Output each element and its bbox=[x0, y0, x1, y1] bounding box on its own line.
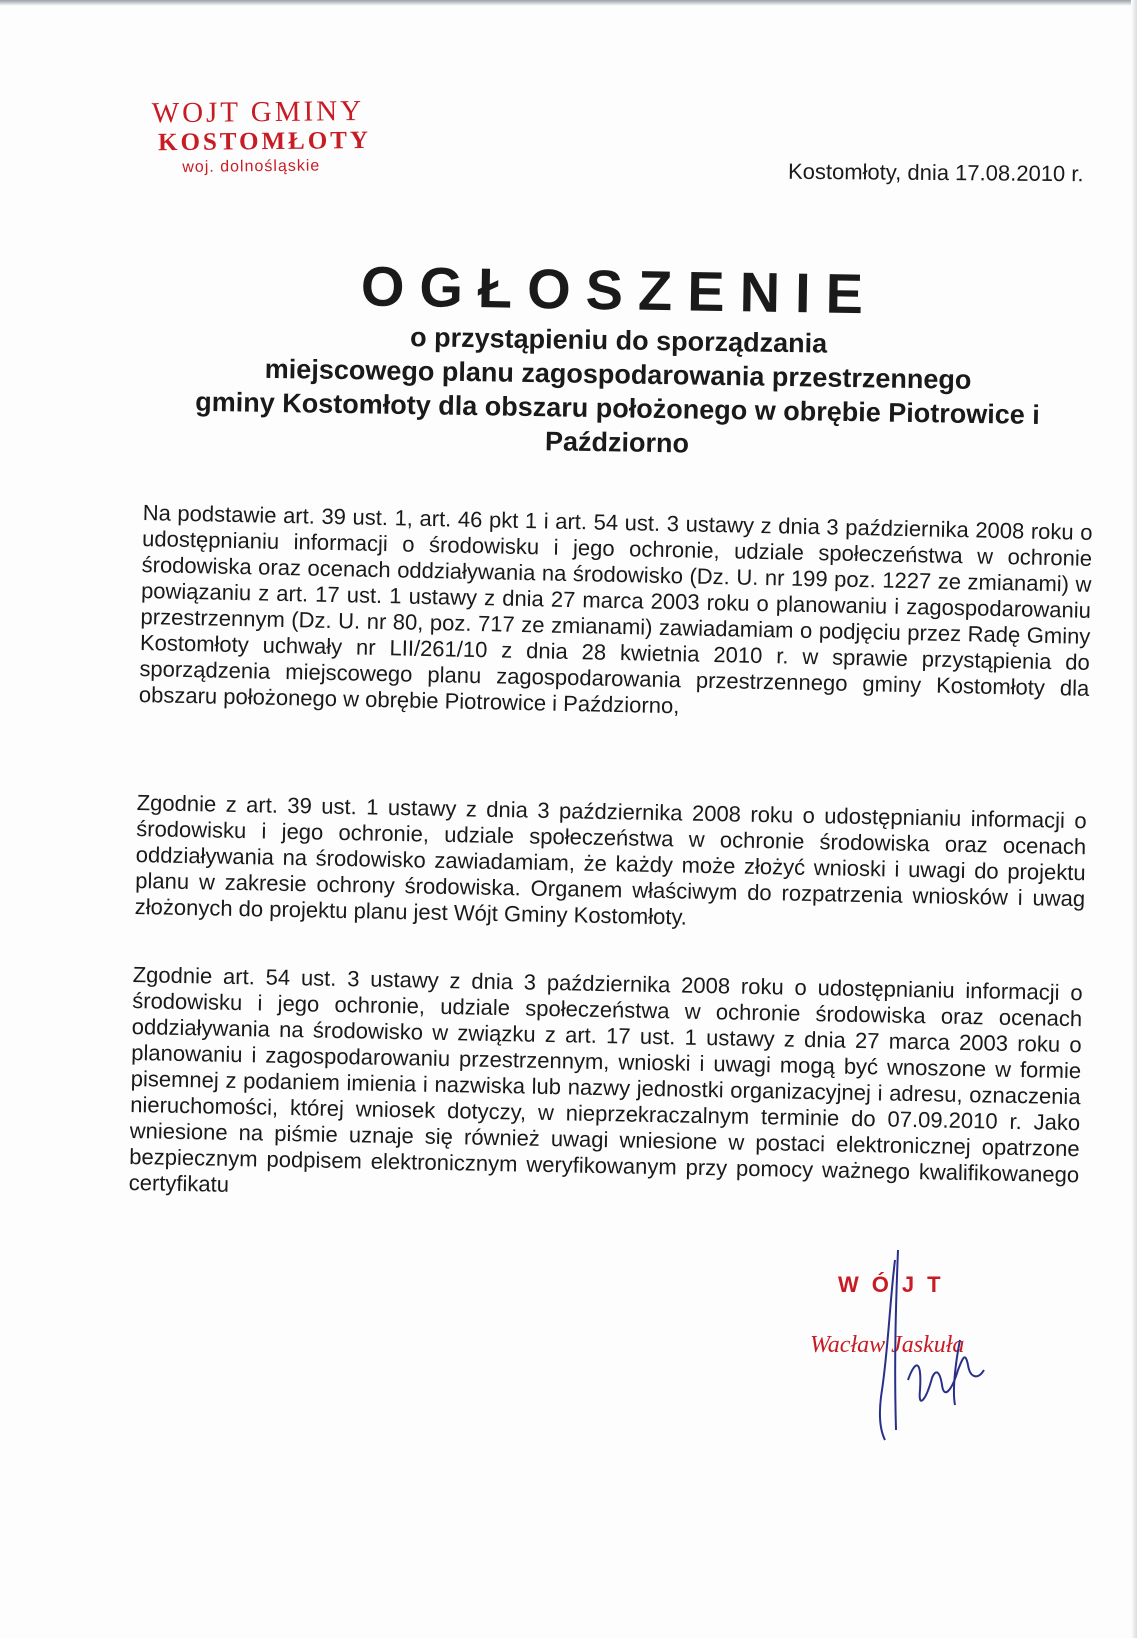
subtitle-line-4: Paździorno bbox=[544, 426, 690, 459]
scan-right-edge bbox=[1131, 0, 1137, 1638]
subtitle-line-3: gminy Kostomłoty dla obszaru położonego w obrębie Piotrowice i bbox=[195, 386, 1041, 430]
signature-stamp-name: Wacław Jaskuła bbox=[810, 1332, 965, 1358]
signature-stamp-title: WÓJT bbox=[838, 1272, 954, 1297]
subtitle-line-2: miejscowego planu zagospodarowania przestrzennego bbox=[264, 353, 972, 395]
paragraph-legal-basis: Na podstawie art. 39 ust. 1, art. 46 pkt 1 i art. 54 ust. 3 ustawy z dnia 3 października 2008 roku o udostępnianiu informacji o środowisku i jego ochronie, udziale społeczeństwa w ochronie środowiska oraz ocenach oddziaływania na środowisko (Dz. U. nr 199 poz. 1227 ze zmianami) w powiązaniu z art. 17 ust. 1 ustawy z dnia 27 marca 2003 roku o planowaniu i zagospodarowaniu przestrzennym (Dz. U. nr 80, poz. 717 ze zmianami) zawiadamiam o podjęciu przez Radę Gminy Kostomłoty uchwały nr LII/261/10 z dnia 28 kwietnia 2010 r. w sprawie przystąpienia do sporządzenia miejscowego planu zagospodarowania przestrzennego gminy Kostomłoty dla obszaru położonego w obrębie Piotrowice i Paździorno, bbox=[138, 500, 1093, 719]
stamp-line-3: woj. dolnośląskie bbox=[182, 157, 321, 176]
stamp-line-1: WOJT GMINY bbox=[151, 95, 365, 130]
stamp-line-2: KOSTOMŁOTY bbox=[157, 126, 372, 157]
paragraph-deadline: Zgodnie art. 54 ust. 3 ustawy z dnia 3 października 2008 roku o udostępnianiu informacji o środowisku i jego ochronie, udziale społeczeństwa w ochronie środowiska oraz ocenach oddziaływania na środowisko w związku z art. 17 ust. 1 ustawy z dnia 27 marca 2003 roku o planowaniu i zagospodarowaniu przestrzennym, wnioski i uwagi mogą być wnoszone w formie pisemnej z podaniem imienia i nazwiska lub nazwy jednostki organizacyjnej i adresu, oznaczenia nieruchomości, której wniosek dotyczy, w nieprzekraczalnym terminie do 07.09.2010 r. Jako wniesione na piśmie uznaje się również uwagi wniesione w postaci elektronicznej opatrzone bezpiecznym podpisem elektronicznym weryfikowanym przy pomocy ważnego kwalifikowanego certyfikatu bbox=[128, 962, 1083, 1197]
scan-top-edge bbox=[0, 0, 1137, 6]
subtitle-line-1: o przystąpieniu do sporządzania bbox=[409, 322, 828, 359]
document-date: Kostomłoty, dnia 17.08.2010 r. bbox=[787, 158, 1084, 187]
handwritten-signature bbox=[860, 1240, 1000, 1460]
title-block bbox=[147, 250, 1090, 467]
paragraph-submissions: Zgodnie z art. 39 ust. 1 ustawy z dnia 3 października 2008 roku o udostępnianiu informacji o środowisku i jego ochronie, udziale społeczeństwa w ochronie środowiska oraz ocenach oddziaływania na środowisko zawiadamiam, że każdy może złożyć wnioski i uwagi do projektu planu w zakresie ochrony środowiska. Organem właściwym do rozpatrzenia wniosków i uwag złożonych do projektu planu jest Wójt Gminy Kostomłoty. bbox=[134, 790, 1087, 930]
document-title: OGŁOSZENIE bbox=[360, 254, 879, 326]
office-stamp bbox=[152, 95, 393, 180]
